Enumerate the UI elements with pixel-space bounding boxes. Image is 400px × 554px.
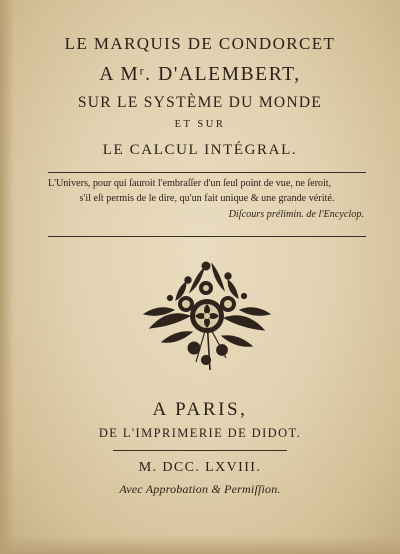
floral-bouquet-icon [140,258,274,378]
printer-line: DE L'IMPRIMERIE DE DIDOT. [98,426,302,440]
imprint-rule [113,450,287,451]
addressee-line: A Mʳ. D'ALEMBERT, [99,64,301,85]
date-line: M. DCC. LXVIII. [138,460,262,475]
epigraph-source: Diſcours prélimin. de l'Encyclop. [228,209,364,220]
epigraph-top-rule [48,172,366,173]
subject-line-2: LE CALCUL INTÉGRAL. [102,142,298,158]
privilege-line: Avec Approbation & Permiſſion. [119,482,281,496]
place-line: A PARIS, [152,399,248,420]
epigraph-line-2: s'il eſt permis de le dire, qu'un fait unique & une grande vérité. [79,193,335,204]
paper-bottom-shadow [0,536,400,554]
author-line: LE MARQUIS DE CONDORCET [64,34,336,53]
epigraph-bottom-rule [48,236,366,237]
conjunction-line: ET SUR [174,119,226,130]
epigraph-line-1: L'Univers, pour qui ſauroit l'embraſſer d'un ſeul point de vue, ne ſeroit, [48,178,332,189]
subject-line: SUR LE SYSTÈME DU MONDE [77,94,323,111]
